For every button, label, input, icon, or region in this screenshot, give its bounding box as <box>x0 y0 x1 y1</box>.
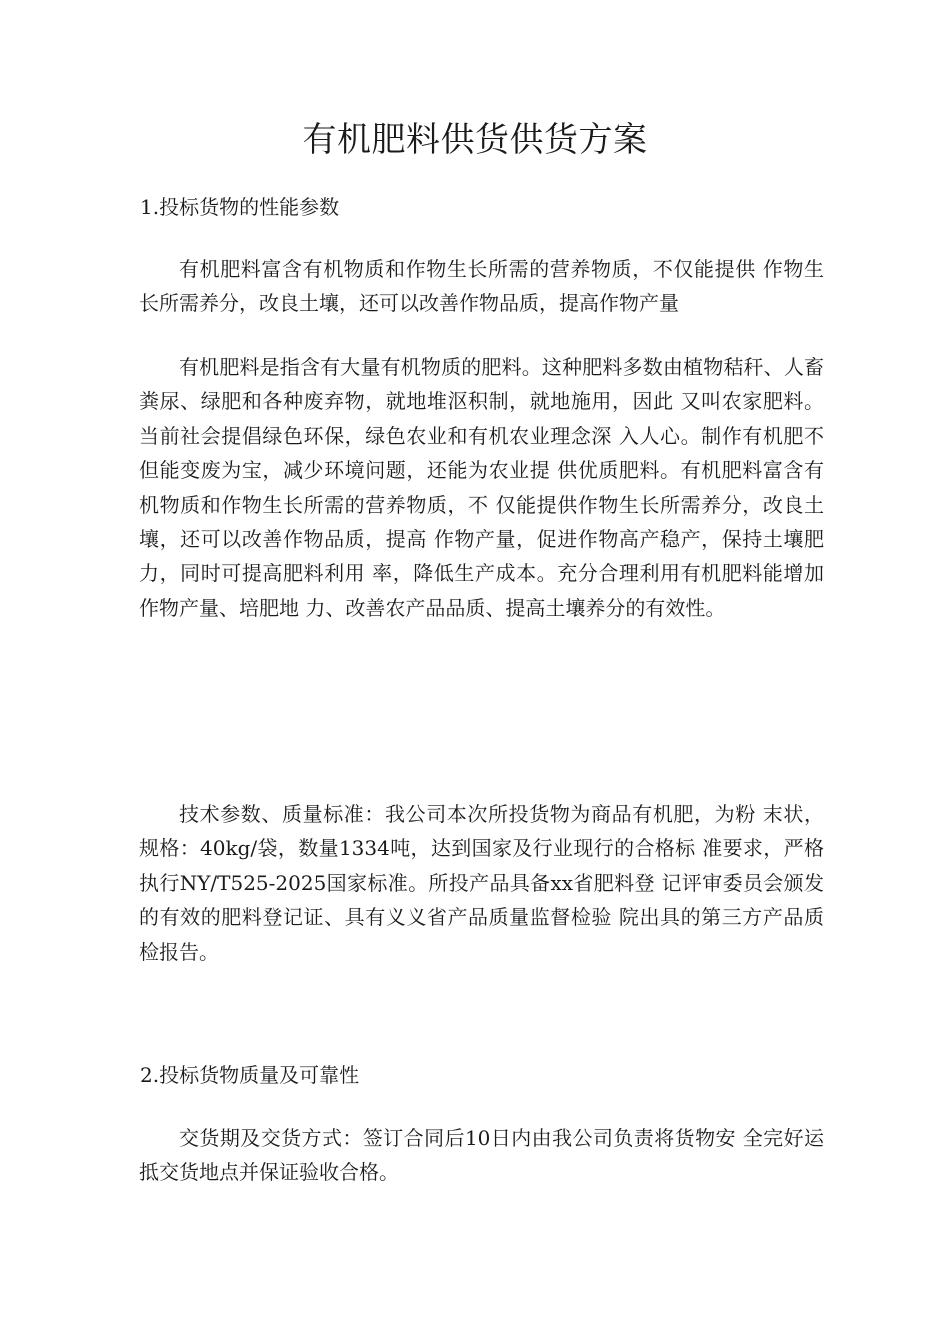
section-2-heading: 2.投标货物质量及可靠性 <box>140 1063 360 1087</box>
section-1-paragraph-2: 有机肥料是指含有大量有机物质的肥料。这种肥料多数由植物秸秆、人畜粪尿、绿肥和各种废弃物，就地堆沤积制，就地施用，因此 又叫农家肥料。当前社会提倡绿色环保，绿色农业和有机农业理念深 入人心。制作有机肥不但能变废为宝，减少环境问题，还能为农业提 供优质肥料。有机肥料富含有机物质和作物生长所需的营养物质，不 仅能提供作物生长所需养分，改良土壤，还可以改善作物品质，提高 作物产量，促进作物高产稳产，保持土壤肥力，同时可提高肥料利用 率，降低生产成本。充分合理利用有机肥料能增加作物产量、培肥地 力、改善农产品品质、提高土壤养分的有效性。 <box>139 355 824 620</box>
document-title: 有机肥料供货供货方案 <box>302 120 648 160</box>
section-1-paragraph-1: 有机肥料富含有机物质和作物生长所需的营养物质，不仅能提供 作物生长所需养分，改良土壤，还可以改善作物品质，提高作物产量 <box>139 257 824 316</box>
section-1-heading: 1.投标货物的性能参数 <box>140 195 340 219</box>
section-2-paragraph-1: 交货期及交货方式：签订合同后10日内由我公司负责将货物安 全完好运抵交货地点并保证验收合格。 <box>139 1126 824 1185</box>
section-1-paragraph-3: 技术参数、质量标准：我公司本次所投货物为商品有机肥，为粉 末状，规格：40kg/袋，数量1334吨，达到国家及行业现行的合格标 准要求，严格执行NY/T525-2025国家标准。所投产品具备xx省肥料登 记评审委员会颁发的有效的肥料登记证、具有义义省产品质量监督检验 院出具的第三方产品质检报告。 <box>139 802 824 964</box>
